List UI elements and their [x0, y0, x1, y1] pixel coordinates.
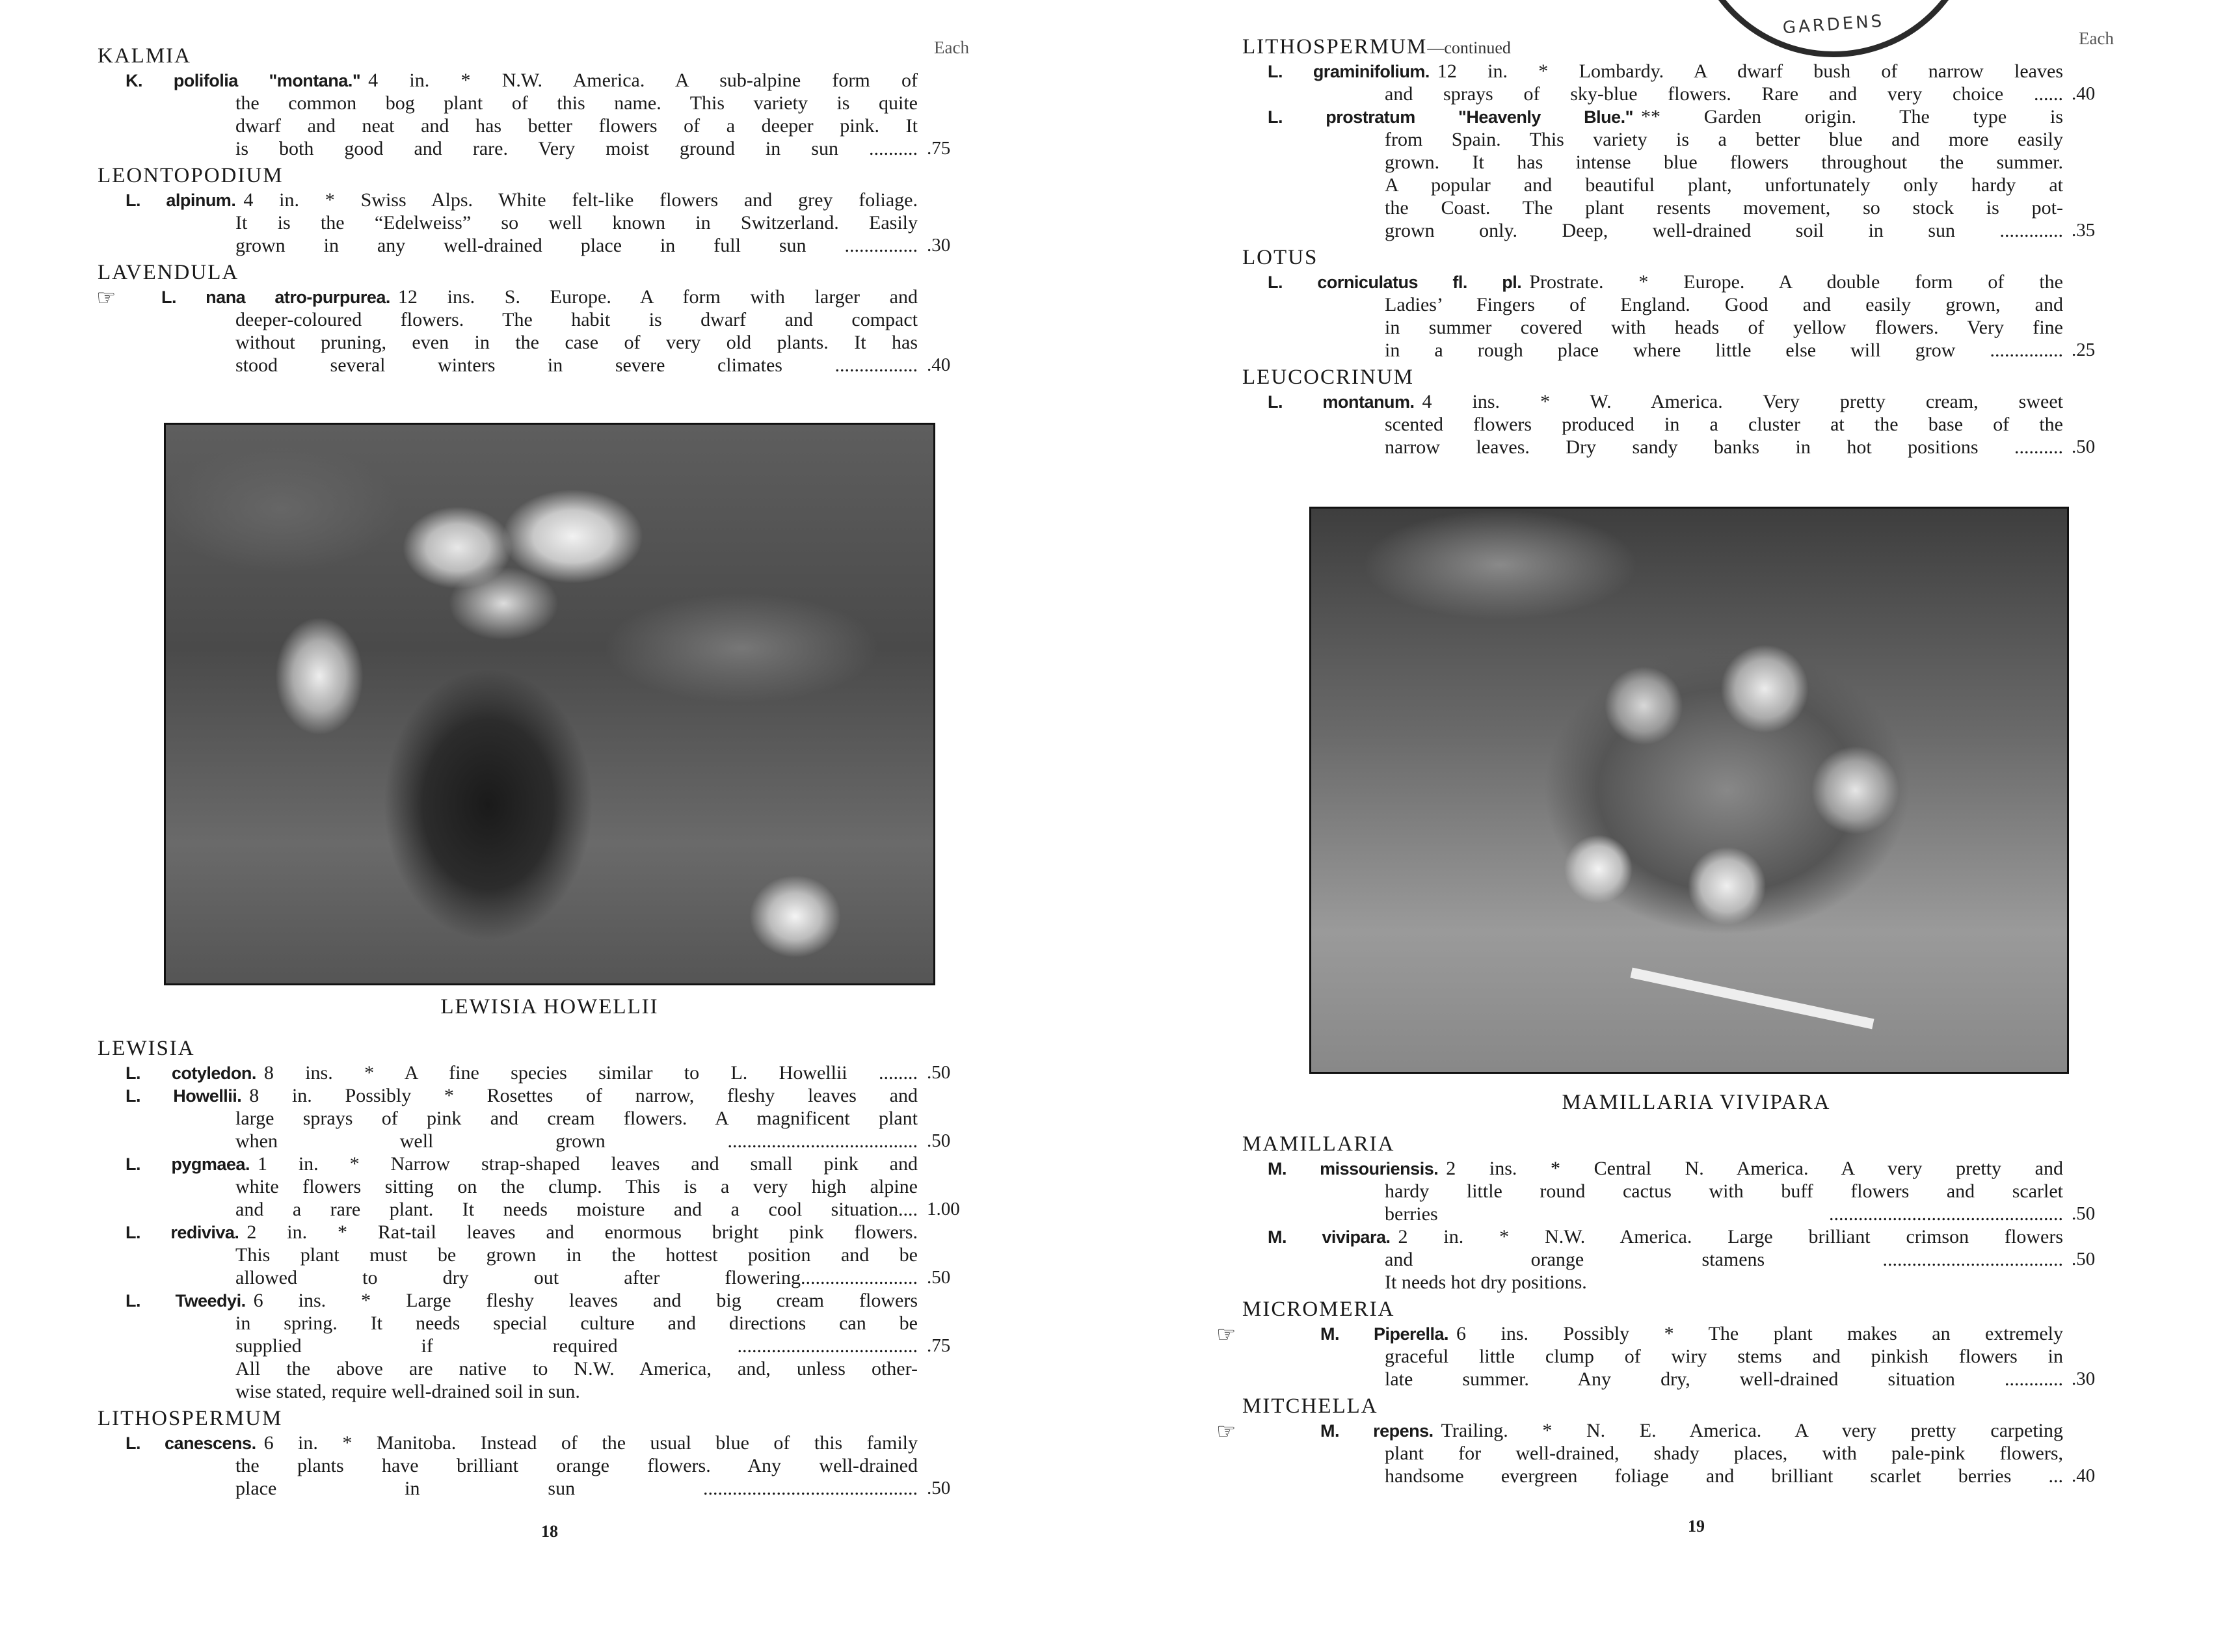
entry-text: [1268, 390, 2063, 414]
section-note-text: wise stated, require well-drained soil in sun.: [235, 1381, 580, 1402]
entry-text: narrow leaves. Dry sandy banks in hot positions ..........: [1385, 436, 2063, 458]
entry-text: [126, 1152, 918, 1176]
plant-entry: [98, 1289, 951, 1357]
entry-line: [98, 189, 918, 211]
plant-entry: [1242, 271, 2096, 362]
genus-heading: [98, 1403, 918, 1432]
plant-price: .40: [2072, 83, 2096, 104]
entry-line: [1242, 151, 2063, 174]
genus-section: [98, 1403, 951, 1500]
genus-name: LITHOSPERMUM: [1242, 35, 1428, 59]
entry-line: [1242, 413, 2063, 436]
genus-section: [98, 1033, 960, 1403]
entry-line: [98, 1335, 951, 1357]
entry-text: [1268, 271, 2063, 294]
entry-line: [1242, 105, 2063, 128]
plant-price: .75: [927, 1335, 951, 1356]
entry-text: [1320, 1322, 2063, 1346]
plant-name: L. alpinum.: [126, 191, 236, 210]
entry-text: A popular and beautiful plant, unfortunately only hardy at: [1385, 174, 2063, 196]
each-column-label: Each: [2079, 29, 2114, 48]
entry-line: [98, 1130, 951, 1152]
entry-text: graceful little clump of wiry stems and pinkish flowers in: [1385, 1346, 2063, 1367]
entry-line: [98, 1198, 960, 1221]
entry-text: [126, 1221, 918, 1244]
entry-line: [1242, 1345, 2063, 1368]
genus-section: [1242, 31, 2096, 242]
plant-name: L. graminifolium.: [1268, 62, 1430, 81]
entry-line: [98, 286, 918, 308]
plant-price: .75: [927, 138, 951, 159]
continued-label: —continued: [1427, 38, 1511, 57]
entry-line: [98, 1244, 918, 1266]
entry-line: [1242, 316, 2063, 339]
plant-name: M. Piperella.: [1320, 1324, 1449, 1344]
entry-text: scented flowers produced in a cluster at the base of the: [1385, 414, 2063, 435]
entry-line: [98, 1061, 951, 1084]
entry-text: the plants have brilliant orange flowers. Any well-drained: [235, 1455, 918, 1476]
mamillaria-vivipara-photo: [1309, 507, 2069, 1074]
genus-heading: [1242, 1128, 2063, 1157]
plant-description: 2 ins. * Central N. America. A very pretty and: [1446, 1158, 2063, 1179]
each-column-label: Each: [934, 38, 969, 57]
entry-line: [98, 234, 951, 257]
genus-section: [96, 257, 951, 377]
entry-text: and sprays of sky-blue flowers. Rare and very choice ......: [1385, 83, 2063, 105]
plant-description: 6 ins. * Large fleshy leaves and big cream flowers: [253, 1290, 918, 1311]
section-note-line: [98, 1357, 918, 1380]
entry-line: [1242, 128, 2063, 151]
plant-description: 4 in. * N.W. America. A sub-alpine form of: [368, 70, 918, 91]
entry-line: [1242, 219, 2096, 242]
genus-section: [98, 160, 951, 257]
genus-heading: [1242, 1294, 2063, 1322]
entry-line: [98, 1289, 918, 1312]
genus-name: MICROMERIA: [1242, 1298, 1395, 1321]
plant-description: 1 in. * Narrow strap-shaped leaves and small pink and: [257, 1153, 918, 1175]
entry-text: [1268, 105, 2063, 129]
genus-name: LEONTOPODIUM: [98, 164, 284, 187]
genus-section: [1216, 1391, 2096, 1487]
entry-text: from Spain. This variety is a better blue and more easily: [1385, 129, 2063, 150]
entry-text: [126, 69, 918, 92]
entry-line: [98, 1477, 951, 1500]
entry-text: [161, 286, 918, 309]
plant-description: 8 in. Possibly * Rosettes of narrow, fleshy leaves and: [249, 1085, 918, 1106]
plant-price: .50: [927, 1130, 951, 1151]
entry-text: plant for well-drained, shady places, with pale-pink flowers,: [1385, 1443, 2063, 1464]
plant-price: .30: [2072, 1368, 2096, 1389]
plant-description: 12 ins. S. Europe. A form with larger and: [397, 286, 918, 308]
plant-list-top: [96, 40, 951, 377]
entry-text: hardy little round cactus with buff flowers and scarlet: [1385, 1180, 2063, 1202]
entry-text: is both good and rare. Very moist ground in sun ..........: [235, 138, 918, 159]
entry-text: in summer covered with heads of yellow flowers. Very fine: [1385, 317, 2063, 338]
plant-name: L. montanum.: [1268, 392, 1415, 412]
entry-text: [1320, 1419, 2063, 1443]
plant-name: L. prostratum "Heavenly Blue.": [1268, 107, 1633, 127]
entry-text: supplied if required .....................................: [235, 1335, 918, 1357]
plant-name: L. pygmaea.: [126, 1154, 250, 1174]
entry-text: white flowers sitting on the clump. This is a very high alpine: [235, 1176, 918, 1197]
entry-note-line: [1242, 1271, 2063, 1294]
entry-line: [98, 1432, 918, 1454]
plant-description: 6 ins. Possibly * The plant makes an extremely: [1456, 1323, 2063, 1344]
plant-name: L. cotyledon.: [126, 1063, 256, 1083]
plant-price: .25: [2072, 340, 2096, 360]
plant-entry: [98, 1432, 951, 1500]
entry-text: Ladies’ Fingers of England. Good and easily grown, and: [1385, 294, 2063, 315]
plant-entry: [1242, 1225, 2096, 1294]
plant-entry: [1242, 390, 2096, 459]
plant-entry: [98, 69, 951, 160]
photo-caption: LEWISIA HOWELLII: [440, 995, 659, 1019]
plant-entry: [1242, 1157, 2096, 1225]
genus-section: [1242, 242, 2096, 362]
entry-text: [126, 1289, 918, 1312]
entry-line: [98, 92, 918, 114]
plant-description: 4 in. * Swiss Alps. White felt-like flowers and grey foliage.: [243, 189, 918, 211]
entry-line: [1242, 390, 2063, 413]
genus-heading: [1242, 31, 2063, 60]
genus-name: LEWISIA: [98, 1037, 195, 1060]
genus-section: [1242, 362, 2096, 459]
entry-text: berries ................................................: [1385, 1203, 2063, 1225]
entry-line: [1242, 1465, 2096, 1487]
plant-description: 6 in. * Manitoba. Instead of the usual blue of this family: [263, 1432, 918, 1454]
genus-name: LOTUS: [1242, 246, 1318, 269]
entry-line: [98, 1152, 918, 1175]
plant-name: L. corniculatus fl. pl.: [1268, 273, 1522, 292]
plant-entry: [1242, 105, 2096, 242]
photo-caption: MAMILLARIA VIVIPARA: [1562, 1091, 1831, 1114]
plant-entry: [98, 1061, 951, 1084]
entry-line: [98, 137, 951, 160]
entry-line: [1242, 83, 2096, 105]
entry-line: [1216, 1419, 2063, 1444]
entry-line: [98, 354, 951, 377]
entry-text: This plant must be grown in the hottest position and be: [235, 1244, 918, 1266]
plant-entry: [98, 189, 951, 257]
entry-text: [1268, 1225, 2063, 1249]
plant-name: K. polifolia "montana.": [126, 71, 361, 90]
genus-heading: [1242, 242, 2063, 271]
entry-line: [98, 308, 918, 331]
genus-section: [1242, 1128, 2096, 1294]
entry-line: [1242, 174, 2063, 196]
entry-line: [1242, 60, 2063, 83]
genus-name: LAVENDULA: [98, 261, 239, 284]
plant-name: L. Tweedyi.: [126, 1291, 246, 1311]
entry-line: [1242, 1368, 2096, 1391]
plant-price: .50: [927, 1478, 951, 1499]
plant-price: .50: [927, 1267, 951, 1288]
entry-text: [126, 1061, 918, 1085]
entry-line: [1242, 436, 2096, 459]
plant-description: 8 ins. * A fine species similar to L. Howellii ........: [263, 1062, 918, 1084]
genus-section: [98, 40, 951, 160]
entry-text: and orange stamens .....................................: [1385, 1249, 2063, 1270]
pointing-hand-icon: ☞: [96, 286, 116, 310]
entry-line: [98, 1084, 918, 1107]
page-number: 19: [1688, 1517, 1705, 1536]
plant-price: .50: [2072, 1203, 2096, 1224]
pointing-hand-icon: ☞: [1216, 1323, 1236, 1347]
entry-text: and a rare plant. It needs moisture and a cool situation....: [235, 1199, 918, 1220]
entry-line: [1242, 1442, 2063, 1465]
entry-line: [98, 69, 918, 92]
plant-price: .50: [2072, 436, 2096, 457]
entry-line: [1242, 1203, 2096, 1225]
plant-description: ** Garden origin. The type is: [1640, 106, 2063, 127]
plant-name: M. repens.: [1320, 1421, 1434, 1441]
stamp-text: GARDENS: [1781, 11, 1886, 38]
entry-note-text: It needs hot dry positions.: [1385, 1272, 1587, 1293]
plant-name: L. rediviva.: [126, 1223, 239, 1242]
section-note-line: [98, 1380, 918, 1403]
entry-text: late summer. Any dry, well-drained situation ............: [1385, 1368, 2063, 1390]
genus-name: LITHOSPERMUM: [98, 1407, 283, 1430]
plant-entry: [1242, 60, 2096, 105]
genus-heading: [1242, 1391, 2063, 1419]
lewisia-howellii-photo: [164, 423, 935, 985]
plant-description: Prostrate. * Europe. A double form of the: [1529, 271, 2063, 293]
entry-text: [126, 189, 918, 212]
entry-text: place in sun ............................................: [235, 1478, 918, 1499]
entry-text: [126, 1432, 918, 1455]
entry-line: [1242, 1180, 2063, 1203]
entry-text: grown in any well-drained place in full sun ...............: [235, 235, 918, 256]
genus-name: MITCHELLA: [1242, 1394, 1378, 1418]
plant-price: .30: [927, 235, 951, 256]
plant-name: L. canescens.: [126, 1433, 256, 1453]
plant-name: L. nana atro-purpurea.: [161, 287, 390, 307]
genus-heading: [98, 257, 918, 286]
genus-name: LEUCOCRINUM: [1242, 366, 1415, 389]
plant-price: 1.00: [927, 1199, 960, 1219]
entry-text: without pruning, even in the case of very old plants. It has: [235, 332, 918, 353]
entry-text: stood several winters in severe climates .................: [235, 354, 918, 376]
plant-entry: [98, 1152, 960, 1221]
plant-price: .40: [927, 354, 951, 375]
plant-description: 2 in. * Rat-tail leaves and enormous bright pink flowers.: [247, 1221, 918, 1243]
plant-entry: [98, 1084, 951, 1152]
entry-text: the common bog plant of this name. This variety is quite: [235, 92, 918, 114]
entry-line: [98, 331, 918, 354]
entry-text: It is the “Edelweiss” so well known in Switzerland. Easily: [235, 212, 918, 233]
plant-list-bottom: [98, 1033, 960, 1500]
page-number: 18: [541, 1522, 558, 1541]
entry-text: when well grown .......................................: [235, 1130, 918, 1152]
entry-text: in a rough place where little else will grow ...............: [1385, 340, 2063, 361]
pointing-hand-icon: ☞: [1216, 1420, 1236, 1444]
entry-text: [1268, 60, 2063, 83]
plant-list-bottom: [1216, 1128, 2096, 1487]
entry-text: large sprays of pink and cream flowers. A magnificent plant: [235, 1108, 918, 1129]
ruler: [1631, 967, 1874, 1029]
plant-description: Trailing. * N. E. America. A very pretty carpeting: [1441, 1420, 2063, 1441]
entry-text: grown. It has intense blue flowers throughout the summer.: [1385, 152, 2063, 173]
entry-line: [1216, 1322, 2063, 1347]
plant-name: L. Howellii.: [126, 1086, 242, 1106]
plant-name: M. missouriensis.: [1268, 1159, 1439, 1179]
entry-line: [1242, 271, 2063, 293]
entry-text: dwarf and neat and has better flowers of a deeper pink. It: [235, 115, 918, 137]
entry-text: the Coast. The plant resents movement, so stock is pot-: [1385, 197, 2063, 219]
entry-text: deeper-coloured flowers. The habit is dwarf and compact: [235, 309, 918, 330]
section-note-text: All the above are native to N.W. America, and, unless other-: [235, 1358, 918, 1379]
entry-text: handsome evergreen foliage and brilliant scarlet berries ...: [1385, 1465, 2063, 1487]
plant-list-top: [1242, 31, 2096, 459]
genus-heading: [98, 1033, 918, 1061]
entry-text: [126, 1084, 918, 1108]
plant-entry: [98, 1221, 951, 1289]
entry-text: in spring. It needs special culture and directions can be: [235, 1312, 918, 1334]
plant-description: 12 in. * Lombardy. A dwarf bush of narrow leaves: [1437, 60, 2063, 82]
plant-price: .50: [2072, 1249, 2096, 1270]
entry-line: [98, 1312, 918, 1335]
plant-entry: [96, 286, 951, 377]
genus-name: KALMIA: [98, 44, 191, 68]
entry-line: [1242, 1157, 2063, 1180]
entry-text: grown only. Deep, well-drained soil in sun .............: [1385, 220, 2063, 241]
plant-price: .40: [2072, 1465, 2096, 1486]
genus-heading: [1242, 362, 2063, 390]
plant-description: 4 ins. * W. America. Very pretty cream, sweet: [1422, 391, 2063, 412]
entry-text: allowed to dry out after flowering........................: [235, 1267, 918, 1288]
entry-line: [1242, 293, 2063, 316]
entry-line: [98, 1266, 951, 1289]
plant-description: 2 in. * N.W. America. Large brilliant crimson flowers: [1398, 1226, 2063, 1247]
genus-name: MAMILLARIA: [1242, 1132, 1395, 1156]
entry-text: [1268, 1157, 2063, 1180]
entry-line: [1242, 1225, 2063, 1248]
entry-line: [1242, 196, 2063, 219]
plant-entry: [1216, 1322, 2096, 1391]
genus-heading: [98, 40, 918, 69]
plant-name: M. vivipara.: [1268, 1227, 1391, 1247]
entry-line: [98, 1454, 918, 1477]
plant-price: .50: [927, 1062, 951, 1083]
entry-line: [98, 1175, 918, 1198]
entry-line: [98, 211, 918, 234]
plant-entry: [1216, 1419, 2096, 1487]
genus-section: [1216, 1294, 2096, 1391]
entry-line: [98, 1221, 918, 1244]
entry-line: [98, 114, 918, 137]
entry-line: [98, 1107, 918, 1130]
genus-heading: [98, 160, 918, 189]
entry-line: [1242, 1248, 2096, 1271]
plant-price: .35: [2072, 220, 2096, 241]
entry-line: [1242, 339, 2096, 362]
